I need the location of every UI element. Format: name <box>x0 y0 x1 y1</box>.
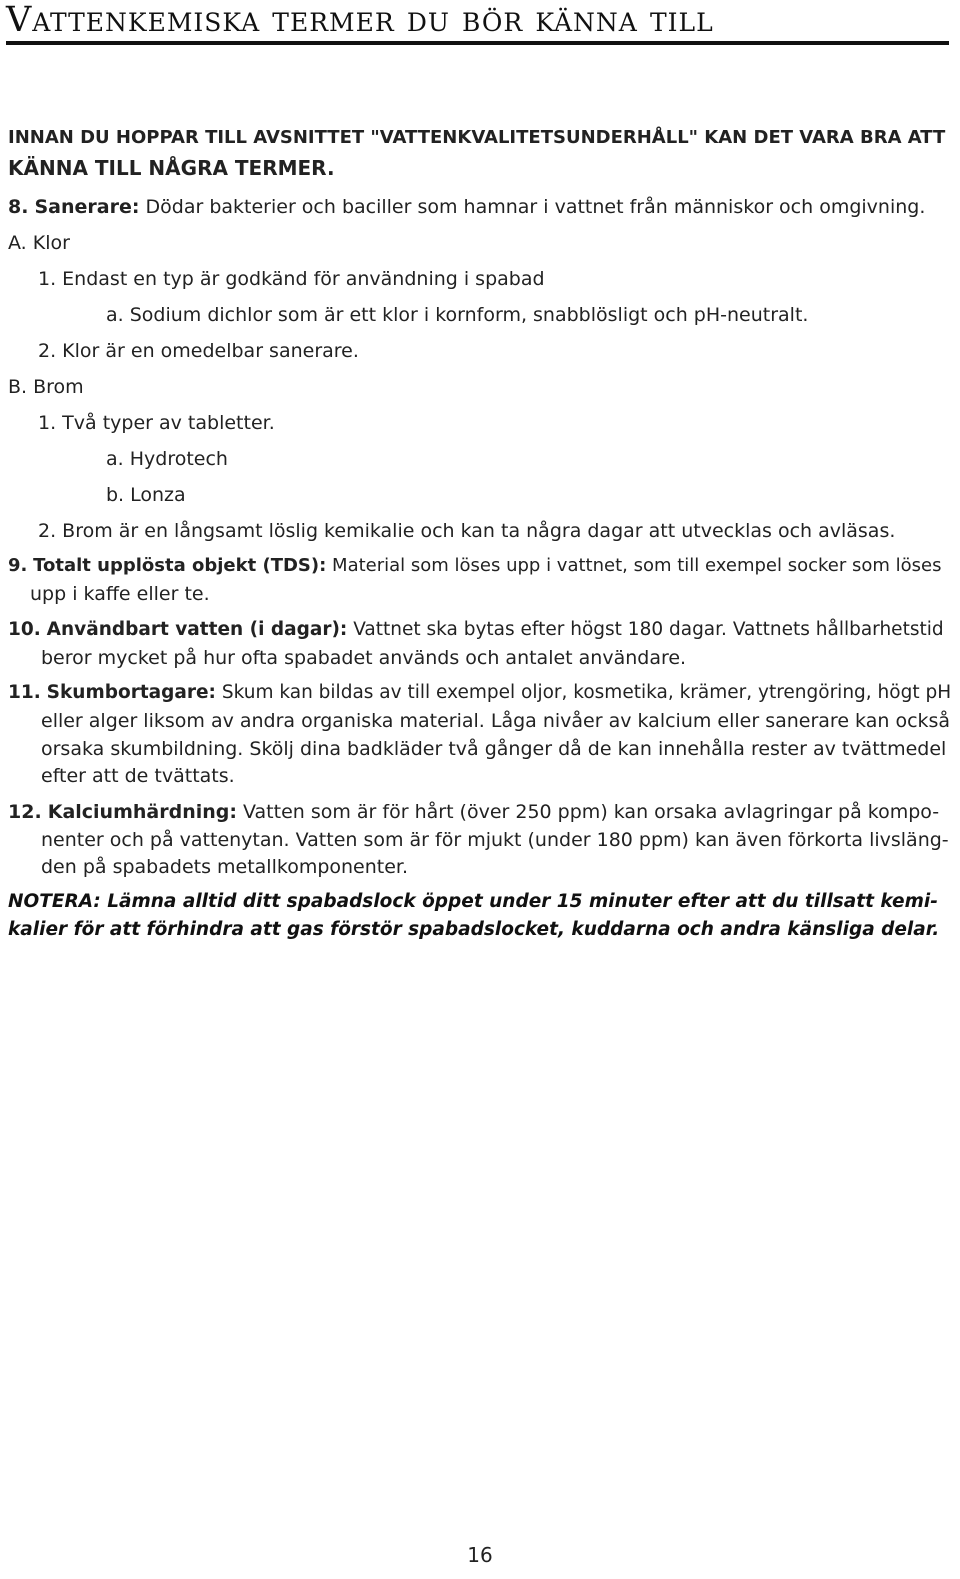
item-12-text-cont-1: nenter och på vattenytan. Vatten som är för mjukt (under 180 ppm) kan även förkorta livsläng- <box>41 829 949 851</box>
item-8-a: A. Klor <box>8 232 70 254</box>
item-11-text-cont-3: efter att de tvättats. <box>41 765 235 787</box>
item-8-b: B. Brom <box>8 376 84 398</box>
item-10 <box>8 616 944 644</box>
item-10-text: Vattnet ska bytas efter högst 180 dagar. Vattnets hållbarhetstid <box>347 619 944 640</box>
item-8-b-1-b: b. Lonza <box>106 484 186 506</box>
page-title: Vattenkemiska termer du bör känna till <box>6 0 714 40</box>
item-8-text: Dödar bakterier och baciller som hamnar i vattnet från människor och omgivning. <box>139 196 926 218</box>
item-11 <box>8 679 951 707</box>
page-number: 16 <box>467 1543 493 1567</box>
intro-line-2: KÄNNA TILL NÅGRA TERMER. <box>8 156 335 180</box>
item-8-a-1: 1. Endast en typ är godkänd för användning i spabad <box>38 268 545 290</box>
item-8-b-1: 1. Två typer av tabletter. <box>38 412 275 434</box>
item-8-b-2: 2. Brom är en långsamt löslig kemikalie och kan ta några dagar att utvecklas och avläsas. <box>38 520 896 542</box>
item-11-number: 11. <box>8 682 41 703</box>
note-line-1: NOTERA: Lämna alltid ditt spabadslock öppet under 15 minuter efter att du tillsatt kemi- <box>8 891 938 912</box>
item-9-term: Totalt upplösta objekt (TDS): <box>33 555 327 576</box>
item-12-term: Kalciumhärdning: <box>47 801 237 823</box>
item-11-text-cont-2: orsaka skumbildning. Skölj dina badkläder två gånger då de kan innehålla rester av tvättmedel <box>41 738 947 760</box>
item-9-text: Material som löses upp i vattnet, som till exempel socker som löses <box>326 555 942 576</box>
item-11-text-cont-1: eller alger liksom av andra organiska material. Låga nivåer av kalcium eller sanerare kan också <box>41 710 951 732</box>
item-8-term: Sanerare: <box>34 196 140 218</box>
item-9 <box>8 552 941 580</box>
intro-line-1: INNAN DU HOPPAR TILL AVSNITTET "VATTENKVALITETSUNDERHÅLL" KAN DET VARA BRA ATT <box>8 127 946 148</box>
item-9-text-cont: upp i kaffe eller te. <box>30 583 210 605</box>
item-8-a-2: 2. Klor är en omedelbar sanerare. <box>38 340 359 362</box>
item-10-text-cont: beror mycket på hur ofta spabadet används och antalet användare. <box>41 647 687 669</box>
item-12-text: Vatten som är för hårt (över 250 ppm) kan orsaka avlagringar på kompo- <box>236 801 940 823</box>
item-12-number: 12. <box>8 801 42 823</box>
item-8-a-1-a: a. Sodium dichlor som är ett klor i kornform, snabblösligt och pH-neutralt. <box>106 304 809 326</box>
item-12-text-cont-2: den på spabadets metallkomponenter. <box>41 856 409 878</box>
note-line-2: kalier för att förhindra att gas förstör spabadslocket, kuddarna och andra känsliga delar. <box>8 919 940 940</box>
item-8-b-1-a: a. Hydrotech <box>106 448 228 470</box>
item-12 <box>8 798 939 826</box>
item-9-number: 9. <box>8 555 28 576</box>
item-11-text: Skum kan bildas av till exempel oljor, kosmetika, krämer, ytrengöring, högt pH <box>215 682 952 703</box>
item-11-term: Skumbortagare: <box>46 682 216 703</box>
item-10-number: 10. <box>8 619 41 640</box>
item-8 <box>8 193 925 221</box>
item-8-number: 8. <box>8 196 29 218</box>
title-underline <box>6 41 949 45</box>
item-10-term: Användbart vatten (i dagar): <box>46 619 348 640</box>
